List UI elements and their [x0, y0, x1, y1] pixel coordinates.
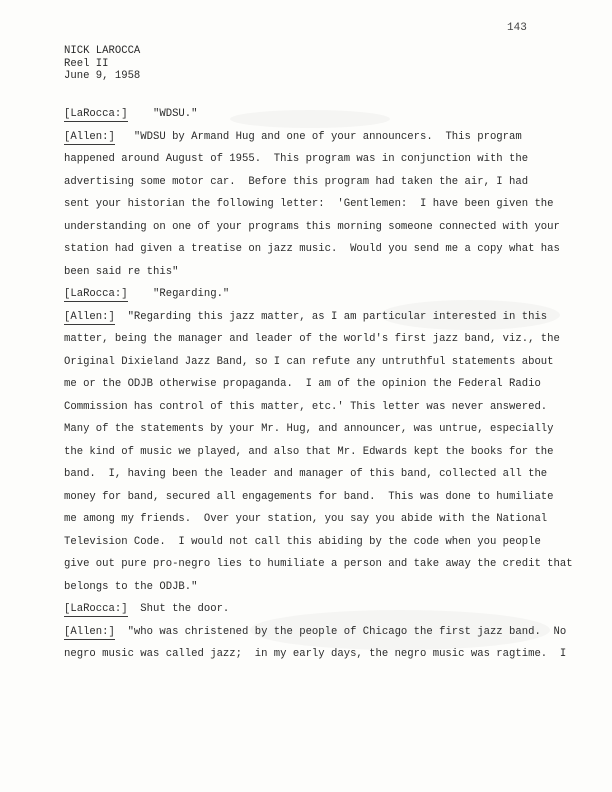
transcript-line	[64, 216, 560, 239]
speech-text: station had given a treatise on jazz music. Would you send me a copy what has	[64, 243, 560, 255]
speech-text: negro music was called jazz; in my early days, the negro music was ragtime. I	[64, 648, 567, 660]
document-header	[64, 45, 140, 83]
transcript-line	[64, 486, 554, 509]
speech-text: been said re this"	[64, 265, 179, 278]
speech-text: Shut the door.	[127, 603, 230, 615]
speaker-label: [LaRocca:]	[64, 288, 128, 300]
speech-text: Original Dixieland Jazz Band, so I can refute any untruthful statements about	[64, 355, 554, 368]
speaker-label: [Allen:]	[64, 130, 115, 143]
speech-text: Commission has control of this matter, etc.' This letter was never answered.	[64, 400, 548, 413]
speaker-label: [Allen:]	[64, 625, 115, 638]
transcript-line	[64, 103, 554, 126]
speech-text: "WDSU by Armand Hug and one of your announcers. This program	[114, 130, 522, 143]
interviewee-name: NICK LAROCCA	[64, 45, 141, 57]
transcript-line	[64, 261, 554, 284]
speech-text: "Regarding."	[127, 288, 230, 300]
transcript-line	[64, 283, 554, 306]
transcript-line	[64, 621, 567, 644]
speech-text: happened around August of 1955. This program was in conjunction with the	[64, 153, 529, 165]
transcript-line	[64, 598, 554, 621]
speaker-label: [LaRocca:]	[64, 603, 128, 615]
speech-text: belongs to the ODJB."	[64, 580, 198, 593]
speech-text: "who was christened by the people of Chicago the first jazz band. No	[114, 625, 567, 638]
speech-text: sent your historian the following letter: 'Gentlemen: I have been given the	[64, 198, 554, 210]
interview-date: June 9, 1958	[64, 70, 141, 82]
transcript-line	[64, 576, 554, 599]
speech-text: advertising some motor car. Before this program had taken the air, I had	[64, 175, 529, 188]
transcript-line	[64, 328, 560, 351]
speech-text: give out pure pro-negro lies to humiliate a person and take away the credit that	[64, 558, 573, 570]
transcript-line	[64, 508, 554, 531]
speech-text: Television Code. I would not call this abiding by the code when you people	[64, 535, 541, 548]
transcript-line	[64, 373, 554, 396]
speech-text: "Regarding this jazz matter, as I am particular interested in this	[114, 310, 548, 323]
speech-text: understanding on one of your programs this morning someone connected with your	[64, 220, 560, 233]
transcript-line	[64, 531, 554, 554]
speaker-label: [LaRocca:]	[64, 108, 128, 120]
page-number: 143	[507, 22, 527, 34]
transcript-line	[64, 463, 554, 486]
transcript-body	[64, 103, 573, 666]
speech-text: the kind of music we played, and also that Mr. Edwards kept the books for the	[64, 445, 554, 458]
transcript-line	[64, 306, 554, 329]
transcript-line	[64, 238, 560, 261]
transcript-line	[64, 441, 554, 464]
speech-text: "WDSU."	[127, 108, 198, 120]
speech-text: me among my friends. Over your station, you say you abide with the National	[64, 513, 548, 525]
speaker-label: [Allen:]	[64, 310, 115, 323]
transcript-line	[64, 553, 573, 576]
reel-label: Reel II	[64, 57, 109, 70]
transcript-line	[64, 126, 554, 149]
transcript-line	[64, 148, 554, 171]
transcript-line	[64, 351, 554, 374]
speech-text: matter, being the manager and leader of the world's first jazz band, viz., the	[64, 333, 560, 345]
transcript-line	[64, 396, 554, 419]
speech-text: money for band, secured all engagements for band. This was done to humiliate	[64, 490, 554, 503]
transcript-line	[64, 193, 554, 216]
transcript-line	[64, 418, 554, 441]
speech-text: Many of the statements by your Mr. Hug, and announcer, was untrue, especially	[64, 423, 554, 435]
transcript-line	[64, 171, 554, 194]
speech-text: band. I, having been the leader and manager of this band, collected all the	[64, 468, 548, 480]
speech-text: me or the ODJB otherwise propaganda. I am of the opinion the Federal Radio	[64, 378, 541, 390]
transcript-line	[64, 643, 567, 666]
